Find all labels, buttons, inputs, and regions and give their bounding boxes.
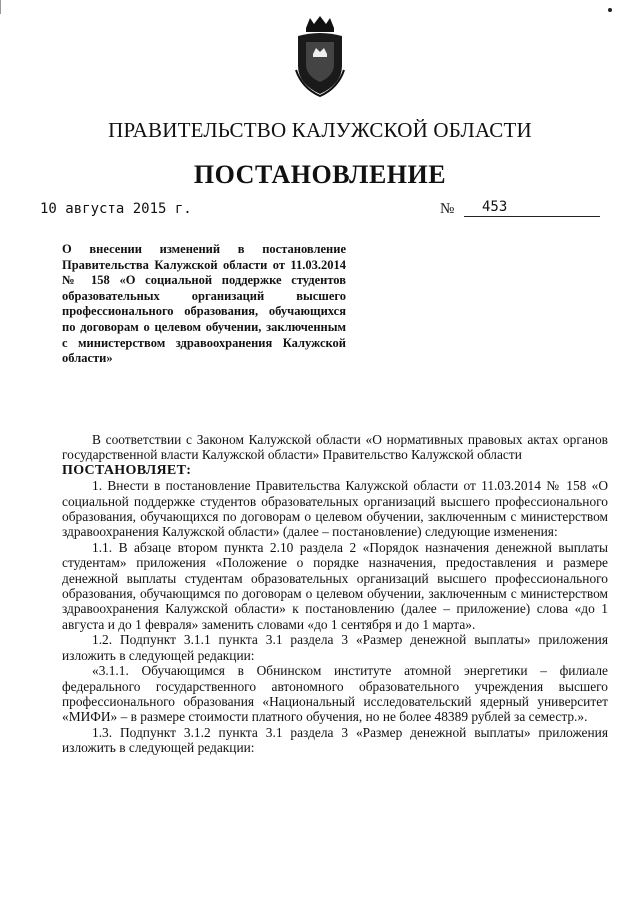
document-number xyxy=(440,199,610,221)
document-body xyxy=(62,432,608,756)
document-subject: О внесении изменений в постановление Правительства Калужской области от 11.03.2014 № 158 «О социальной поддержке студентов образовательных организаций высшего профессионального образования, обучающихся по договорам о целевом обучении, заключенным с министерством здравоохранения Калужской области» xyxy=(62,242,346,366)
number-underline xyxy=(464,216,600,217)
number-sign: № xyxy=(440,201,455,217)
scan-edge-mark xyxy=(0,0,1,14)
paragraph-1-2: 1.2. Подпункт 3.1.1 пункта 3.1 раздела 3 «Размер денежной выплаты» приложения изложить в следующей редакции: xyxy=(62,632,608,663)
paragraph-1-3: 1.3. Подпункт 3.1.2 пункта 3.1 раздела 3 «Размер денежной выплаты» приложения изложить в следующей редакции: xyxy=(62,724,608,756)
kaluga-coat-of-arms-icon xyxy=(292,14,348,98)
scan-dot-mark xyxy=(608,8,612,12)
paragraph-1: 1. Внести в постановление Правительства Калужской области от 11.03.2014 № 158 «О социальной поддержке студентов образовательных организаций высшего профессионального образования, обучающихся по договорам о целевом обучении, заключенным с министерством здравоохранения Калужской области» (далее – постановление) следующие изменения: xyxy=(62,478,608,540)
number-value: 453 xyxy=(482,199,508,215)
paragraph-1-1: 1.1. В абзаце втором пункта 2.10 раздела 2 «Порядок назначения денежной выплаты студентам» приложения «Положение о порядке назначения, предоставления и размере денежной выплаты студентам образовательных организаций высшего профессионального образования, обучающимся по договорам о целевом обучении, заключенным с министерством здравоохранения Калужской области» к постановлению (далее – приложение) слова «до 1 августа и до 1 февраля» заменить словами «до 1 сентября и до 1 марта». xyxy=(62,539,608,632)
decree-heading: ПОСТАНОВЛЯЕТ: xyxy=(62,462,192,478)
document-date: 10 августа 2015 г. xyxy=(40,201,192,217)
organization-title: ПРАВИТЕЛЬСТВО КАЛУЖСКОЙ ОБЛАСТИ xyxy=(108,118,532,142)
document-type-title: ПОСТАНОВЛЕНИЕ xyxy=(193,160,447,189)
paragraph-1-2-quote: «3.1.1. Обучающимся в Обнинском институте атомной энергетики – филиале федерального государственного автономного образовательного учреждения высшего профессионального образования «Национальный исследовательский ядерный университет «МИФИ» – в размере стоимости платного обучения, но не более 48389 рублей за семестр.». xyxy=(62,663,608,725)
preamble-paragraph: В соответствии с Законом Калужской области «О нормативных правовых актах органов государственной власти Калужской области» Правительство Калужской области xyxy=(62,432,608,463)
